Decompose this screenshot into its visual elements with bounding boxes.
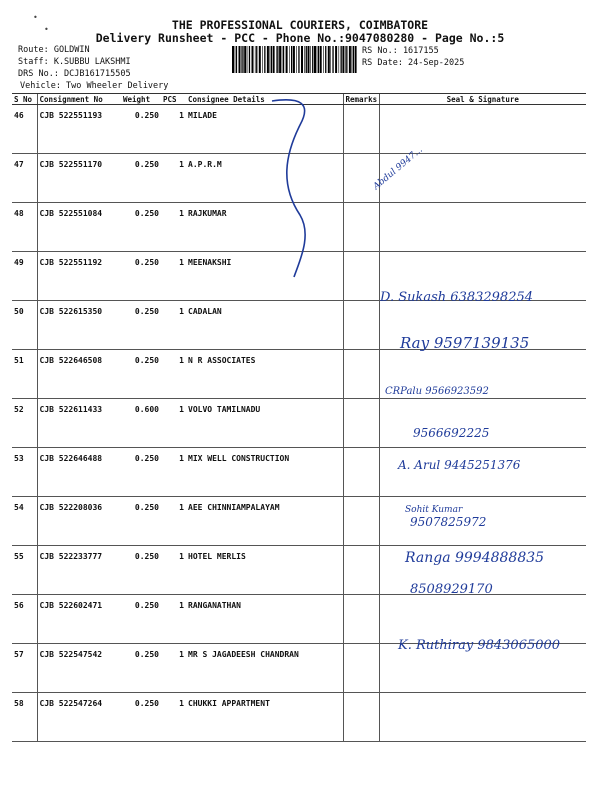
row-consignee: MIX WELL CONSTRUCTION — [186, 448, 343, 497]
row-pcs: 1 — [161, 399, 186, 448]
table-row — [12, 693, 586, 742]
row-pcs: 1 — [161, 497, 186, 546]
signature-row57: 8508929170 — [410, 582, 493, 597]
row-consignment: CJB 522551170 — [37, 154, 121, 203]
row-weight: 0.250 — [121, 105, 161, 154]
signature-row48: Abdul 9947... — [371, 145, 425, 192]
row-consignee: RAJKUMAR — [186, 203, 343, 252]
row-weight: 0.250 — [121, 203, 161, 252]
row-weight: 0.250 — [121, 301, 161, 350]
row-consignment: CJB 522551084 — [37, 203, 121, 252]
col-weight: Weight — [121, 94, 161, 105]
row-weight: 0.250 — [121, 252, 161, 301]
barcode-bar — [328, 46, 330, 73]
barcode-bar — [277, 46, 278, 73]
row-remarks — [343, 252, 379, 301]
barcode-bar — [320, 46, 322, 73]
company-title: THE PROFESSIONAL COURIERS, COIMBATORE — [171, 18, 429, 32]
row-sno: 53 — [12, 448, 37, 497]
scan-mark: • — [33, 13, 38, 22]
row-remarks — [343, 497, 379, 546]
row-remarks — [343, 546, 379, 595]
row-remarks — [343, 595, 379, 644]
col-pcs: PCS — [161, 94, 186, 105]
col-consignment: Consignment No — [37, 94, 121, 105]
barcode-bar — [276, 46, 277, 73]
row-weight: 0.250 — [121, 546, 161, 595]
barcode-bar — [247, 46, 248, 73]
barcode-bar — [241, 46, 242, 73]
row-pcs: 1 — [161, 448, 186, 497]
row-remarks — [343, 301, 379, 350]
row-remarks — [343, 448, 379, 497]
barcode-bar — [259, 46, 261, 73]
col-signature: Seal & Signature — [379, 94, 586, 105]
row-sno: 55 — [12, 546, 37, 595]
row-weight: 0.600 — [121, 399, 161, 448]
row-consignee: HOTEL MERLIS — [186, 546, 343, 595]
barcode-bar — [355, 46, 357, 73]
barcode-bar — [314, 46, 316, 73]
row-consignee: AEE CHINNIAMPALAYAM — [186, 497, 343, 546]
barcode-bar — [353, 46, 354, 73]
barcode-bar — [330, 46, 331, 73]
table-row — [12, 399, 586, 448]
row-sno: 50 — [12, 301, 37, 350]
row-pcs: 1 — [161, 546, 186, 595]
barcode-bar — [244, 46, 246, 73]
signature-row58: K. Ruthiray 9843065000 — [398, 638, 561, 653]
row-pcs: 1 — [161, 644, 186, 693]
row-consignment: CJB 522646508 — [37, 350, 121, 399]
signature-row55-name: Sohit Kumar — [405, 505, 463, 515]
row-consignment: CJB 522547264 — [37, 693, 121, 742]
barcode-bar — [352, 46, 353, 73]
row-sno: 52 — [12, 399, 37, 448]
row-consignee: CADALAN — [186, 301, 343, 350]
barcode-bar — [310, 46, 311, 73]
row-consignee: N R ASSOCIATES — [186, 350, 343, 399]
barcode-bar — [332, 46, 333, 73]
row-sno: 56 — [12, 595, 37, 644]
barcode-bar — [304, 46, 305, 73]
barcode-bar — [273, 46, 275, 73]
row-consignment: CJB 522208036 — [37, 497, 121, 546]
barcode-bar — [283, 46, 284, 73]
row-pcs: 1 — [161, 154, 186, 203]
row-consignment: CJB 522547542 — [37, 644, 121, 693]
row-consignment: CJB 522611433 — [37, 399, 121, 448]
row-sno: 46 — [12, 105, 37, 154]
barcode-bar — [271, 46, 272, 73]
barcode-bar — [342, 46, 344, 73]
barcode-bar — [255, 46, 256, 73]
row-pcs: 1 — [161, 203, 186, 252]
rs-number: RS No.: 1617155 — [362, 46, 439, 56]
barcode-bar — [291, 46, 292, 73]
row-consignment: CJB 522615350 — [37, 301, 121, 350]
row-pcs: 1 — [161, 693, 186, 742]
staff: Staff: K.SUBBU LAKSHMI — [18, 57, 131, 67]
barcode-bar — [252, 46, 254, 73]
row-consignee: MR S JAGADEESH CHANDRAN — [186, 644, 343, 693]
barcode-bar — [293, 46, 295, 73]
barcode-bar — [323, 46, 324, 73]
row-sno: 49 — [12, 252, 37, 301]
row-sno: 54 — [12, 497, 37, 546]
barcode-bar — [235, 46, 236, 73]
row-pcs: 1 — [161, 105, 186, 154]
barcode-bar — [318, 46, 319, 73]
col-consignee: Consignee Details — [186, 94, 343, 105]
barcode-bar — [289, 46, 290, 73]
signature-row54: A. Arul 9445251376 — [398, 458, 521, 472]
row-remarks — [343, 105, 379, 154]
signature-row53: 9566692225 — [413, 426, 490, 440]
col-remarks: Remarks — [343, 94, 379, 105]
table-row — [12, 448, 586, 497]
barcode-bar — [312, 46, 313, 73]
row-consignment: CJB 522551193 — [37, 105, 121, 154]
signature-row55-phone: 9507825972 — [410, 515, 487, 529]
row-consignee: MEENAKSHI — [186, 252, 343, 301]
barcode-bar — [346, 46, 347, 73]
barcode-bar — [264, 46, 265, 73]
row-pcs: 1 — [161, 252, 186, 301]
row-weight: 0.250 — [121, 644, 161, 693]
runsheet-subtitle: Delivery Runsheet - PCC - Phone No.:9047080280 - Page No.:5 — [95, 31, 505, 45]
barcode-bar — [298, 46, 299, 73]
row-sno: 48 — [12, 203, 37, 252]
barcode-bar — [249, 46, 250, 73]
barcode-bar — [341, 46, 342, 73]
handwritten-strike-line — [260, 95, 320, 280]
row-consignee: MILADE — [186, 105, 343, 154]
scan-mark: • — [44, 25, 49, 34]
row-consignee: VOLVO TAMILNADU — [186, 399, 343, 448]
row-consignment: CJB 522646488 — [37, 448, 121, 497]
row-remarks — [343, 350, 379, 399]
row-remarks — [343, 399, 379, 448]
row-consignment: CJB 522233777 — [37, 546, 121, 595]
row-pcs: 1 — [161, 301, 186, 350]
row-signature-box — [379, 105, 586, 154]
row-weight: 0.250 — [121, 693, 161, 742]
barcode-bar — [267, 46, 269, 73]
row-remarks — [343, 154, 379, 203]
barcode-bar — [339, 46, 340, 73]
row-signature-box — [379, 595, 586, 644]
barcode-bar — [296, 46, 297, 73]
row-weight: 0.250 — [121, 497, 161, 546]
row-weight: 0.250 — [121, 595, 161, 644]
barcode-bar — [308, 46, 310, 73]
signature-row52: CRPalu 9566923592 — [385, 386, 489, 397]
row-weight: 0.250 — [121, 154, 161, 203]
barcode-bar — [256, 46, 257, 73]
signature-row56: Ranga 9994888835 — [405, 550, 545, 566]
row-weight: 0.250 — [121, 350, 161, 399]
barcode-bar — [239, 46, 241, 73]
drs-number: DRS No.: DCJB161715505 — [18, 69, 131, 79]
signature-row51: Ray 9597139135 — [400, 334, 530, 352]
row-consignment: CJB 522551192 — [37, 252, 121, 301]
row-remarks — [343, 203, 379, 252]
route: Route: GOLDWIN — [18, 45, 90, 55]
barcode-bar — [242, 46, 243, 73]
barcode-bar — [286, 46, 288, 73]
row-consignee: CHUKKI APPARTMENT — [186, 693, 343, 742]
row-sno: 47 — [12, 154, 37, 203]
col-sno: S No — [12, 94, 37, 105]
row-signature-box — [379, 203, 586, 252]
row-remarks — [343, 693, 379, 742]
barcode-bar — [262, 46, 263, 73]
row-remarks — [343, 644, 379, 693]
rs-date: RS Date: 24-Sep-2025 — [362, 58, 465, 68]
barcode-bar — [270, 46, 271, 73]
barcode-bar — [236, 46, 237, 73]
barcode-bar — [301, 46, 303, 73]
barcode-bar — [349, 46, 351, 73]
table-row — [12, 497, 586, 546]
table-row — [12, 595, 586, 644]
barcode-bar — [282, 46, 283, 73]
row-weight: 0.250 — [121, 448, 161, 497]
table-row — [12, 350, 586, 399]
barcode-bar — [345, 46, 346, 73]
row-signature-box — [379, 448, 586, 497]
barcode-bar — [232, 46, 234, 73]
vehicle: Vehicle: Two Wheeler Delivery — [20, 81, 169, 91]
barcode-bar — [279, 46, 281, 73]
barcode-bar — [325, 46, 326, 73]
row-consignment: CJB 522602471 — [37, 595, 121, 644]
row-signature-box — [379, 399, 586, 448]
row-pcs: 1 — [161, 595, 186, 644]
row-sno: 57 — [12, 644, 37, 693]
barcode-bar — [317, 46, 318, 73]
barcode-bar — [306, 46, 307, 73]
row-signature-box — [379, 693, 586, 742]
barcode-bar — [335, 46, 337, 73]
barcode — [232, 46, 357, 73]
row-sno: 58 — [12, 693, 37, 742]
row-pcs: 1 — [161, 350, 186, 399]
row-sno: 51 — [12, 350, 37, 399]
row-consignee: A.P.R.M — [186, 154, 343, 203]
row-consignee: RANGANATHAN — [186, 595, 343, 644]
signature-row50: D. Sukash 6383298254 — [380, 290, 534, 305]
